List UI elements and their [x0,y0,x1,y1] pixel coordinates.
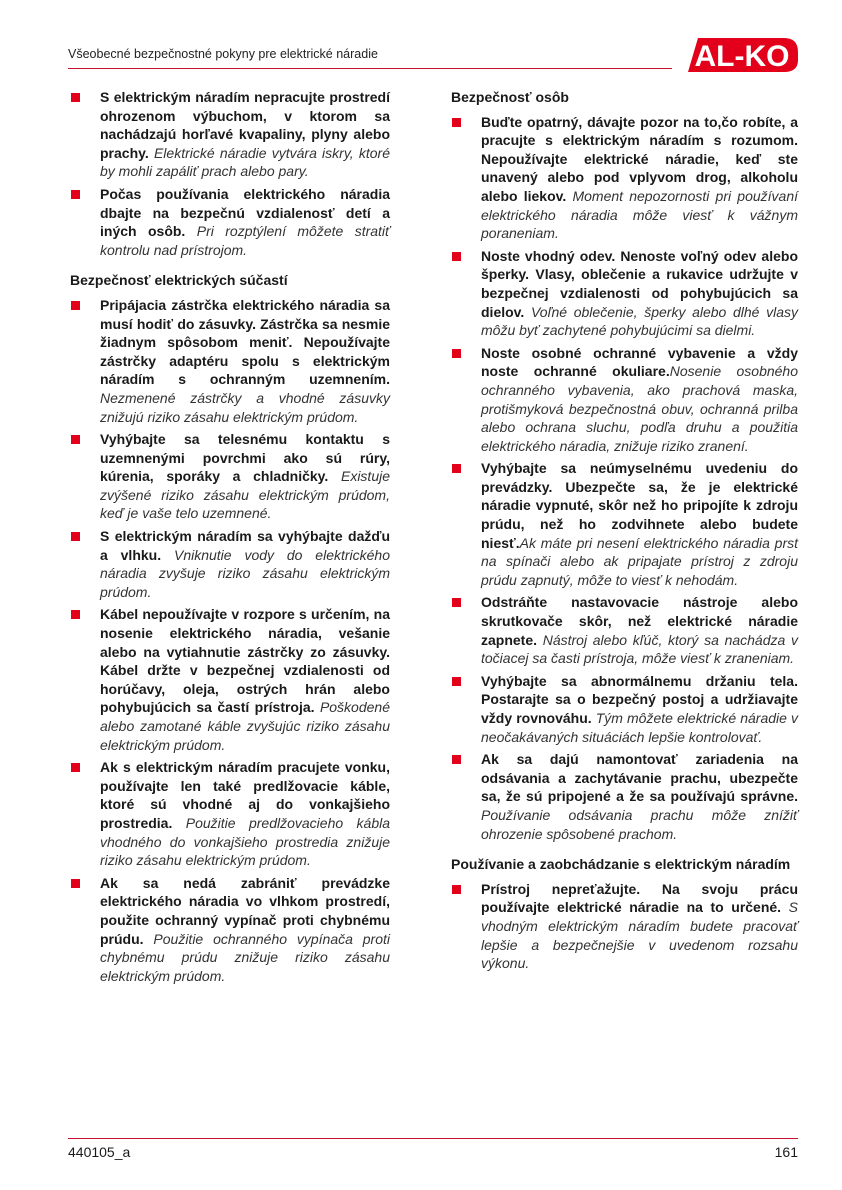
page-number: 161 [774,1144,798,1160]
footer-rule [68,1138,798,1139]
item-italic-text: Vniknutie vody do elektrického náradia zvyšuje riziko zásahu elektrickým prúdom. [100,546,391,600]
item-italic-text: Použitie predlžovacieho kábla vhodného do vonkajšieho prostredia znižuje riziko zásahu elektrickým prúdom. [100,814,391,869]
item-italic-text: S vhodným elektrickým náradím budete pracovať lepšie a bezpečnejšie v uvedenom rozsahu výkonu. [481,899,798,972]
list-item [70,296,390,426]
list-item [451,113,798,243]
bullet-icon [71,435,80,444]
item-bold-text: Kábel nepoužívajte v rozpore s určením, na nosenie elektrického náradia, vešanie alebo na vytiahnutie zástrčky zo zásuvky. Kábel držte v bezpečnej vzdialenosti od horúčavy, oleja, ostrých hrán alebo pohybujúcich sa častí prístroja. [100,606,390,716]
item-bold-text: Prístroj nepreťažujte. Na svoju prácu používajte elektrické náradie na to určené. [481,880,798,916]
item-italic-text: Ak máte pri nesení elektrického náradia prst na spínači alebo ak pripajate prístroj z zdroju prúdu zapnutý, môže to viesť k nehodám. [481,534,798,588]
bullet-icon [452,885,461,894]
alko-logo [682,36,800,74]
item-bold-text: S elektrickým náradím sa vyhýbajte dažďu a vlhku. [100,528,390,563]
list-item [70,88,390,181]
list-item [70,605,390,754]
bullet-icon [452,755,461,764]
bullet-icon [452,252,461,261]
item-bold-text: Ak sa dajú namontovať zariadenia na odsávania a zachytávanie prachu, ubezpečte sa, že sú pripojené a že sa používajú správne. [481,751,798,805]
item-italic-text: Nezmenené zástrčky a vhodné zásuvky znižujú riziko zásahu elektrickým prúdom. [100,389,390,425]
item-bold-text: Ak s elektrickým náradím pracujete vonku, používajte len také predlžovacie káble, ktoré sú vhodné aj do vonkajšieho prostredia. [100,759,390,831]
item-bold-text: Noste osobné ochranné vybavenie a vždy noste ochranné okuliare. [481,344,798,380]
list-item [70,874,390,986]
item-italic-text: Existuje zvýšené riziko zásahu elektrickým prúdom, keď je vaše telo uzemnené. [100,468,391,522]
left-column [70,88,390,989]
list-item [451,880,798,973]
item-italic-text: Moment nepozornosti pri používaní elektrického náradia môže viesť k vážnym poraneniam. [481,187,798,242]
bullet-icon [452,118,461,127]
list-item [451,750,798,843]
section-heading: Bezpečnosť elektrických súčastí [70,272,288,289]
item-bold-text: Počas používania elektrického náradia dbajte na bezpečnú vzdialenosť detí a iných osôb. [100,185,390,240]
item-italic-text: Použitie ochranného vypínača proti chybnému prúdu znižuje riziko zásahu elektrickým prúdom. [100,930,390,984]
page-header-title: Všeobecné bezpečnostné pokyny pre elektrické náradie [68,47,378,61]
list-item [451,344,798,456]
item-bold-text: Odstráňte nastavovacie nástroje alebo skrutkovače skôr, než elektrické náradie zapnete. [481,594,798,648]
item-bold-text: Vyhýbajte sa telesnému kontaktu s uzemnenými povrchmi ako sú rúry, kúrenia, sporáky a chladničky. [100,431,390,485]
list-item [451,593,798,667]
item-bold-text: Vyhýbajte sa abnormálnemu držaniu tela. Postarajte sa o bezpečný postoj a udržiavajte vždy rovnováhu. [481,672,798,726]
item-bold-text: Buďte opatrný, dávajte pozor na to,čo robíte, a pracujte s elektrickým náradím s rozumom. Nepoužívajte elektrické náradie, keď ste unavený alebo pod vplyvom drog, alkoholu alebo liekov. [481,113,798,204]
list-item [70,758,390,870]
item-italic-text: Voľné oblečenie, šperky alebo dlhé vlasy môžu byť zachytené pohybujúcimi sa dielmi. [481,303,799,339]
bullet-icon [71,190,80,199]
item-italic-text: Pri rozptýlení môžete stratiť kontrolu nad prístrojom. [100,223,390,258]
item-bold-text: S elektrickým náradím nepracujte prostredí ohrozenom výbuchom, v ktorom sa nachádzajú horľavé kvapaliny, plyny alebo prachy. [100,89,390,161]
bullet-icon [71,763,80,772]
bullet-icon [452,349,461,358]
item-bold-text: Pripájacia zástrčka elektrického náradia sa musí hodiť do zásuvky. Zástrčka sa nesmie žiadnym spôsobom meniť. Nepoužívajte zástrčky adaptéru spolu s elektrickým náradím s ochranným uzemnením. [100,296,390,388]
item-italic-text: Poškodené alebo zamotané káble zvyšujúc riziko zásahu elektrickým prúdom. [100,699,390,753]
section-heading: Bezpečnosť osôb [451,89,569,105]
item-italic-text: Tým môžete elektrické náradie v neočakávaných situáciách lepšie kontrolovať. [481,710,798,745]
logo-text: AL-KO [694,40,790,73]
bullet-icon [452,598,461,607]
item-italic-text: Nosenie osobného ochranného vybavenia, ako prachová maska, protišmyková bezpečnostná obuv, ochranná prilba alebo ochrana sluchu, podľa druhu a použitia elektrického náradia, znižuje riziko zranení. [481,363,798,454]
bullet-icon [71,532,80,541]
item-bold-text: Noste vhodný odev. Nenoste voľný odev alebo šperky. Vlasy, oblečenie a rukavice udržujte v bezpečnej vzdialenosti od pohybujúcich sa dielov. [481,247,798,320]
bullet-icon [452,464,461,473]
list-item [451,459,798,589]
document-code: 440105_a [68,1144,131,1160]
item-bold-text: Ak sa nedá zabrániť prevádzke elektrického náradia vo vlhkom prostredí, použite ochranný vypínač proti chybnému prúdu. [100,874,390,947]
section-heading: Používanie a zaobchádzanie s elektrickým náradím [451,856,791,873]
item-italic-text: Elektrické náradie vytvára iskry, ktoré by mohli zapáliť prach alebo pary. [100,144,390,180]
item-italic-text: Používanie odsávania prachu môže znížiť ohrozenie spôsobené prachom. [481,806,798,842]
bullet-icon [71,879,80,888]
item-italic-text: Nástroj alebo kľúč, ktorý sa nachádza v točiacej sa časti prístroja, môže viesť k zraneniam. [481,631,798,667]
list-item [70,430,390,523]
list-item [70,185,390,259]
header-rule [68,68,672,69]
list-item [451,247,798,340]
right-column [451,88,798,977]
bullet-icon [71,610,80,619]
item-bold-text: Vyhýbajte sa neúmyselnému uvedeniu do prevádzky. Ubezpečte sa, že je elektrické náradie vypnuté, skôr než ho pripojíte k zdroju prúdu, než ho zodvihnete alebo budete niesť. [481,460,798,551]
list-item [70,527,390,601]
list-item [451,672,798,746]
bullet-icon [71,301,80,310]
bullet-icon [71,93,80,102]
bullet-icon [452,677,461,686]
